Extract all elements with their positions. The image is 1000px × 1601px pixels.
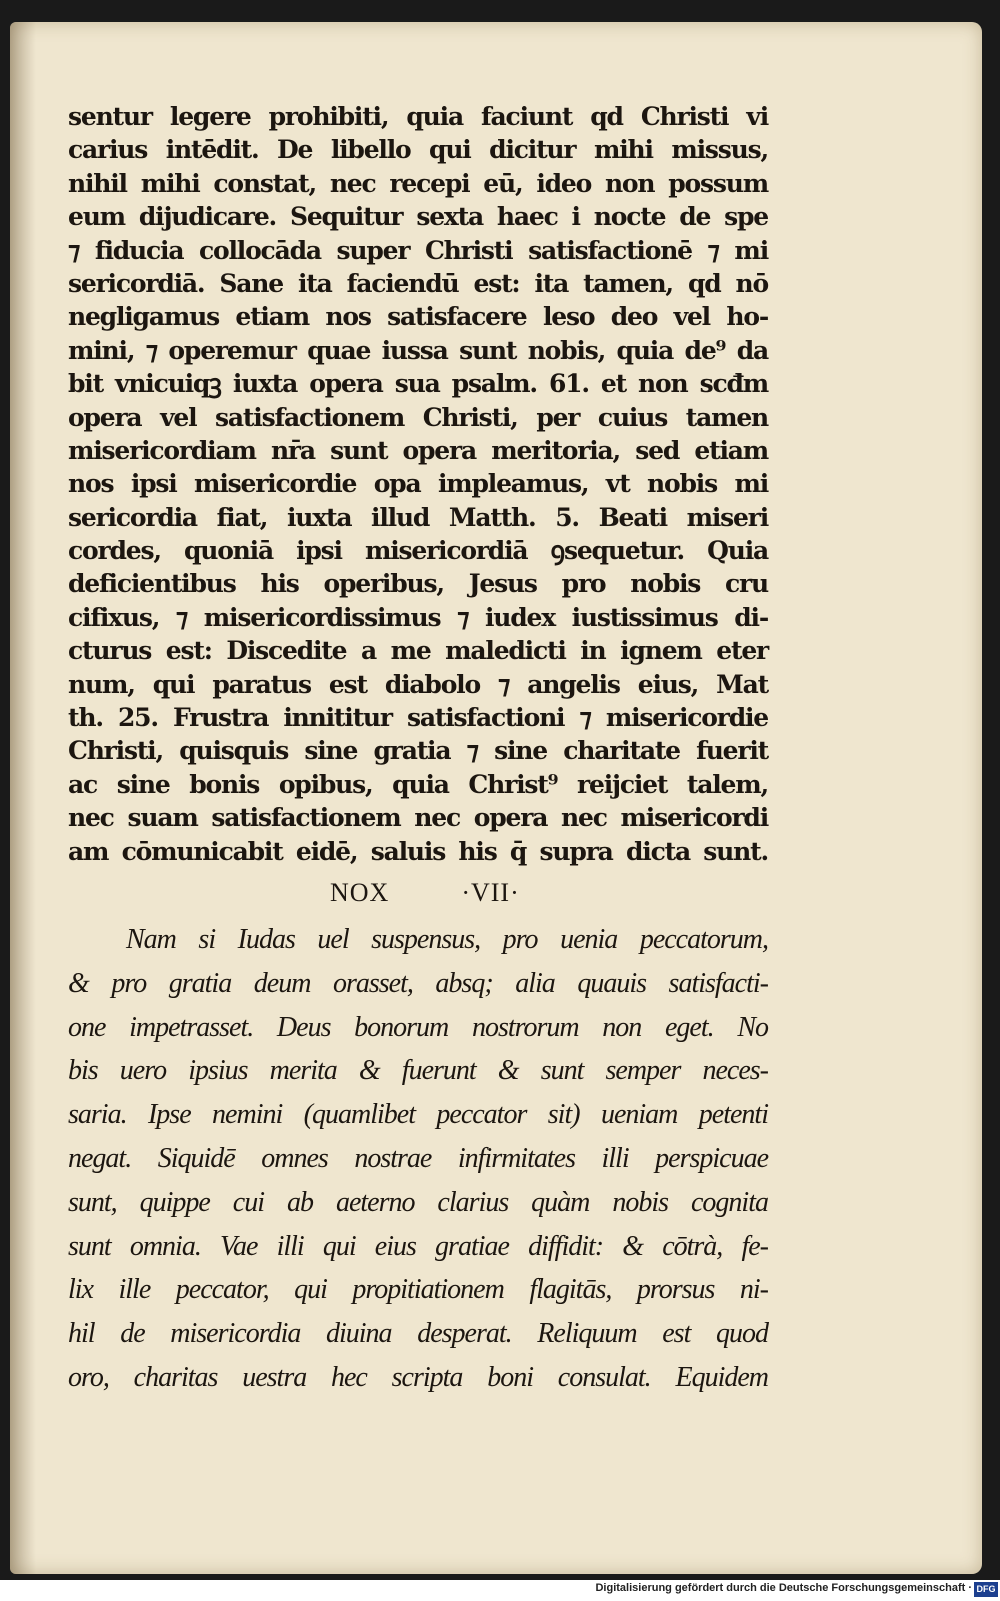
- italic-text-line: oro, charitas uestra hec scripta boni consulat. Equidem: [68, 1361, 768, 1393]
- italic-text-line: one impetrasset. Deus bonorum nostrorum non eget. No: [68, 1011, 768, 1043]
- gothic-text-line: ⁊ fiducia collocāda super Christi satisfactionē ⁊ mi: [68, 235, 768, 265]
- gothic-text-line: am cōmunicabit eidē, saluis his q̄ supra dicta sunt.: [68, 836, 768, 866]
- gothic-text-line: ac sine bonis opibus, quia Christ⁹ reijciet talem,: [68, 769, 768, 799]
- italic-text-line: saria. Ipse nemini (quamlibet peccator sit) ueniam petenti: [68, 1099, 768, 1131]
- gothic-text-line: mini, ⁊ operemur quae iussa sunt nobis, quia de⁹ da: [68, 335, 768, 365]
- page-gutter-shadow: [10, 22, 36, 1574]
- gothic-text-line: sericordiā. Sane ita faciendū est: ita tamen, qd nō: [68, 268, 768, 298]
- gothic-text-line: negligamus etiam nos satisfacere leso deo vel ho-: [68, 302, 768, 332]
- gothic-text-line: opera vel satisfactionem Christi, per cuius tamen: [68, 402, 768, 432]
- gothic-text-line: sericordia fiat, iuxta illud Matth. 5. Beati miseri: [68, 502, 768, 532]
- gothic-text-line: cordes, quoniā ipsi misericordiā ꝯsequetur. Quia: [68, 536, 768, 566]
- digitization-footer: [0, 1580, 1000, 1601]
- funding-credit: Digitalisierung gefördert durch die Deutsche Forschungsgemeinschaft ·: [595, 1582, 972, 1594]
- section-heading: [68, 868, 768, 918]
- italic-text-line: hil de misericordia diuina desperat. Reliquum est quod: [68, 1318, 768, 1350]
- dfg-logo-icon: DFG: [974, 1582, 998, 1597]
- heading-word: NOX: [330, 877, 390, 907]
- heading-numeral: ·VII·: [461, 877, 520, 907]
- italic-text-line: sunt, quippe cui ab aeterno clarius quàm nobis cognita: [68, 1186, 768, 1218]
- gothic-text-line: sentur legere prohibiti, quia faciunt qd Christi vi: [68, 102, 768, 131]
- book-page: [10, 22, 982, 1574]
- gothic-text-line: th. 25. Frustra innititur satisfactioni ⁊ misericordie: [68, 703, 768, 733]
- italic-text-line: sunt omnia. Vae illi qui eius gratiae diffidit: & cōtrà, fe-: [68, 1230, 768, 1262]
- italic-text-line: negat. Siquidē omnes nostrae infirmitates illi perspicuae: [68, 1142, 768, 1174]
- italic-text-line: & pro gratia deum orasset, absq; alia quauis satisfacti-: [68, 967, 768, 999]
- italic-text-line: bis uero ipsius merita & fuerunt & sunt semper neces-: [68, 1055, 768, 1087]
- gothic-text-line: nec suam satisfactionem nec opera nec misericordi: [68, 803, 768, 833]
- gothic-text-line: Christi, quisquis sine gratia ⁊ sine charitate fuerit: [68, 736, 768, 766]
- gothic-text-line: eum dijudicare. Sequitur sexta haec i nocte de spe: [68, 202, 768, 232]
- gothic-text-line: misericordiam nr̄a sunt opera meritoria, sed etiam: [68, 435, 768, 465]
- gothic-text-line: bit vnicuiqꝫ iuxta opera sua psalm. 61. et non scđm: [68, 369, 768, 399]
- gothic-text-line: deficientibus his operibus, Jesus pro nobis cru: [68, 569, 768, 599]
- italic-text-line: Nam si Iudas uel suspensus, pro uenia peccatorum,: [126, 923, 768, 955]
- gothic-text-line: carius intēdit. De libello qui dicitur mihi missus,: [68, 135, 768, 165]
- gothic-text-line: num, qui paratus est diabolo ⁊ angelis eius, Mat: [68, 669, 768, 699]
- gothic-text-line: cturus est: Discedite a me maledicti in ignem eter: [68, 636, 768, 666]
- gothic-text-line: nihil mihi constat, nec recepi eū, ideo non possum: [68, 168, 768, 198]
- italic-text-line: lix ille peccator, qui propitiationem flagitās, prorsus ni-: [68, 1274, 768, 1306]
- gothic-text-line: nos ipsi misericordie opa impleamus, vt nobis mi: [68, 469, 768, 499]
- page-text-block: [68, 100, 768, 1400]
- gothic-text-line: cifixus, ⁊ misericordissimus ⁊ iudex iustissimus di-: [68, 602, 768, 632]
